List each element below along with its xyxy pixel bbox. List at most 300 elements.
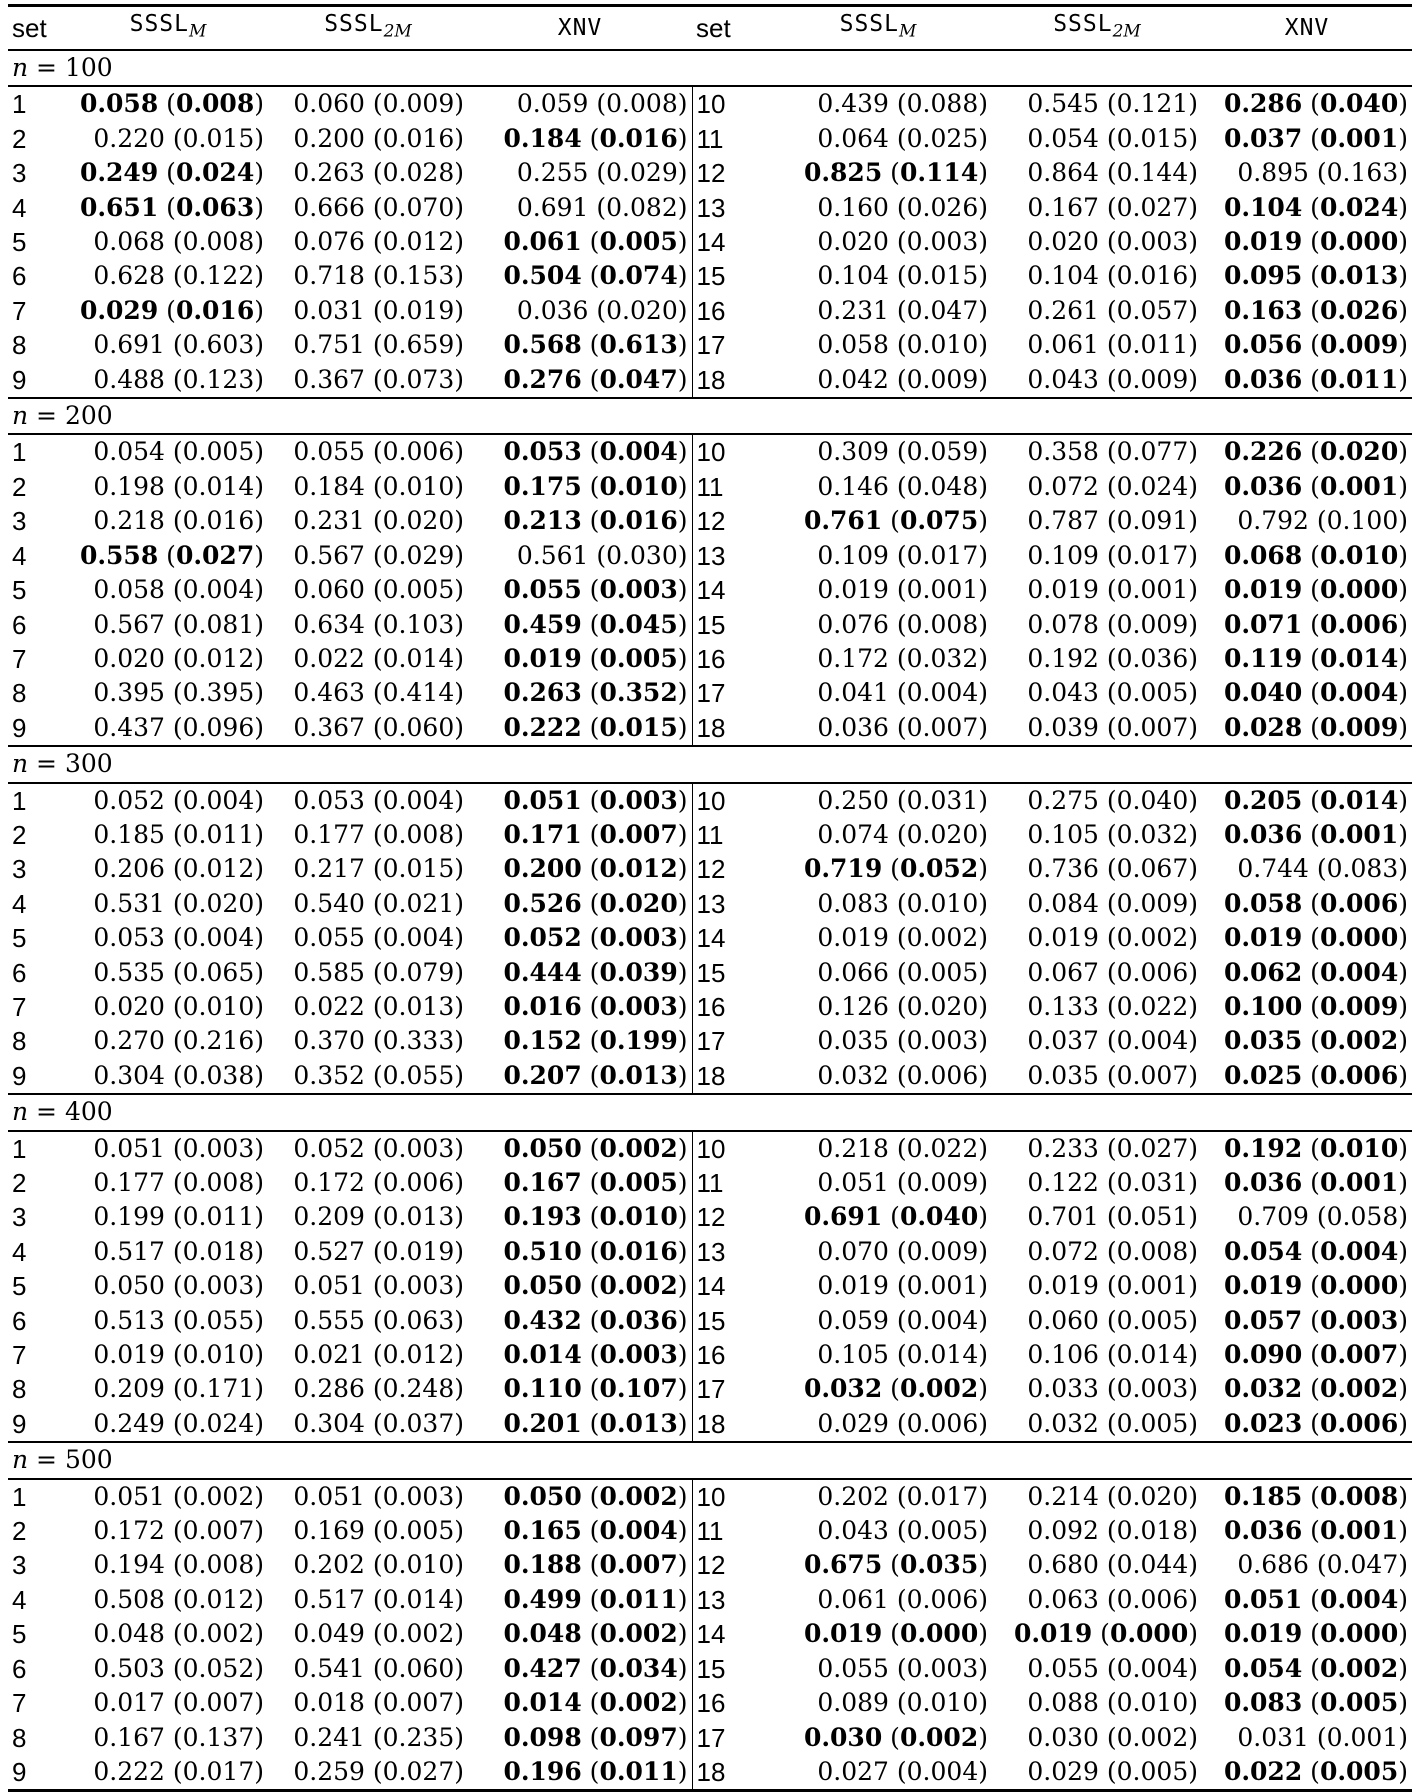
paren-open: ( <box>581 1516 600 1546</box>
table-row <box>8 294 1412 328</box>
mean-value: 0.019 <box>503 643 582 673</box>
value-cell <box>268 294 468 328</box>
sd-value: 0.040 <box>1319 89 1399 119</box>
mean-value: 0.691 <box>93 330 165 360</box>
paren-open: ( <box>888 295 907 325</box>
set-number: 18 <box>696 1408 726 1439</box>
paren-close: ) <box>978 678 988 708</box>
value-cell <box>764 191 992 225</box>
paren-open: ( <box>164 1584 183 1614</box>
sd-value: 0.009 <box>1116 609 1189 639</box>
sd-value: 0.016 <box>175 295 255 325</box>
sd-value: 0.199 <box>599 1026 678 1056</box>
value-cell-best <box>1202 676 1412 710</box>
value-cell <box>268 1338 468 1372</box>
sd-value: 0.002 <box>1319 1026 1399 1056</box>
mean-value: 0.540 <box>293 888 365 918</box>
mean-value: 0.028 <box>1223 712 1303 742</box>
value-cell <box>268 956 468 990</box>
sd-value: 0.000 <box>899 1619 979 1649</box>
paren-open: ( <box>164 1271 183 1301</box>
sd-value: 0.009 <box>1319 991 1399 1021</box>
paren-close: ) <box>1398 1202 1408 1232</box>
paren-open: ( <box>1098 1584 1117 1614</box>
mean-value: 0.014 <box>503 1688 582 1718</box>
paren-close: ) <box>254 957 264 987</box>
value-cell <box>268 1652 468 1686</box>
sd-value: 0.002 <box>182 1619 255 1649</box>
value-cell-best <box>468 1721 692 1755</box>
mean-value: 0.068 <box>93 227 165 257</box>
paren-open: ( <box>1302 1584 1320 1614</box>
value-cell <box>764 259 992 293</box>
mean-value: 0.459 <box>503 609 582 639</box>
paren-open: ( <box>364 1202 383 1232</box>
paren-close: ) <box>677 540 688 570</box>
mean-value: 0.205 <box>1223 785 1303 815</box>
sample-size-variable: n <box>12 53 29 82</box>
paren-close: ) <box>1188 1722 1198 1752</box>
value-cell-best <box>468 1131 692 1166</box>
paren-close: ) <box>677 923 688 953</box>
value-cell <box>992 539 1202 573</box>
paren-close: ) <box>1398 1481 1408 1511</box>
value-cell-best <box>468 328 692 362</box>
mean-value: 0.184 <box>293 471 365 501</box>
mean-value: 0.014 <box>503 1340 582 1370</box>
value-cell <box>764 956 992 990</box>
mean-value: 0.218 <box>93 506 165 536</box>
value-cell <box>992 921 1202 955</box>
paren-open: ( <box>1098 1481 1117 1511</box>
set-number: 11 <box>696 1168 724 1198</box>
paren-close: ) <box>1188 227 1198 257</box>
group-label <box>8 1442 1412 1478</box>
paren-open: ( <box>1098 1722 1117 1752</box>
paren-open: ( <box>1098 609 1117 639</box>
sd-value: 0.052 <box>182 1653 255 1683</box>
paren-open: ( <box>164 957 183 987</box>
sd-value: 0.009 <box>382 89 455 119</box>
paren-open: ( <box>581 1756 600 1786</box>
set-number: 11 <box>696 123 724 154</box>
paren-open: ( <box>888 1653 907 1683</box>
paren-open: ( <box>1098 506 1117 536</box>
paren-close: ) <box>1398 854 1408 884</box>
sd-value: 0.004 <box>1116 1653 1189 1683</box>
table-row <box>8 642 1412 676</box>
sd-value: 0.003 <box>599 1340 678 1370</box>
paren-open: ( <box>1302 192 1320 222</box>
sd-value: 0.032 <box>1116 819 1189 849</box>
paren-open: ( <box>888 712 907 742</box>
value-cell-best <box>1202 1235 1412 1269</box>
sd-value: 0.074 <box>599 261 678 291</box>
sd-value: 0.016 <box>599 1236 678 1266</box>
value-cell-best <box>1202 573 1412 607</box>
set-number: 12 <box>696 1550 726 1581</box>
set-number: 2 <box>12 1168 27 1198</box>
mean-value: 0.072 <box>1027 1236 1099 1266</box>
mean-value: 0.019 <box>1223 1619 1303 1649</box>
paren-open: ( <box>364 1340 383 1370</box>
paren-open: ( <box>1302 1619 1320 1649</box>
paren-close: ) <box>978 506 988 536</box>
value-cell <box>468 86 692 121</box>
mean-value: 0.054 <box>1027 123 1099 153</box>
sd-value: 0.002 <box>599 1271 678 1301</box>
value-cell <box>268 1372 468 1406</box>
mean-value: 0.895 <box>1237 158 1309 188</box>
sd-value: 0.414 <box>382 678 455 708</box>
paren-open: ( <box>364 643 383 673</box>
table-row <box>8 1059 1412 1094</box>
value-cell <box>764 1755 992 1791</box>
sd-value: 0.007 <box>1116 712 1189 742</box>
paren-close: ) <box>254 1584 264 1614</box>
paren-close: ) <box>1188 158 1198 188</box>
mean-value: 0.064 <box>817 123 889 153</box>
mean-value: 0.083 <box>1223 1688 1303 1718</box>
sd-value: 0.031 <box>906 785 979 815</box>
value-cell <box>68 573 268 607</box>
mean-value: 0.463 <box>293 678 365 708</box>
value-cell <box>68 1059 268 1094</box>
paren-close: ) <box>978 785 988 815</box>
value-cell-best <box>468 1479 692 1514</box>
paren-close: ) <box>254 923 264 953</box>
value-cell <box>68 990 268 1024</box>
value-cell <box>764 122 992 156</box>
paren-close: ) <box>254 1481 264 1511</box>
sd-value: 0.077 <box>1116 437 1189 467</box>
value-cell <box>268 573 468 607</box>
paren-open: ( <box>888 437 907 467</box>
table-row <box>8 887 1412 921</box>
paren-open: ( <box>888 991 907 1021</box>
mean-value: 0.200 <box>293 123 365 153</box>
set-number: 5 <box>12 1619 27 1650</box>
group-label <box>8 50 1412 86</box>
paren-open: ( <box>581 1619 600 1649</box>
set-number: 6 <box>12 1305 27 1336</box>
mean-value: 0.072 <box>1027 471 1099 501</box>
table-row <box>8 470 1412 504</box>
sd-value: 0.082 <box>606 192 678 222</box>
value-cell <box>992 818 1202 852</box>
mean-value: 0.207 <box>503 1060 582 1090</box>
paren-open: ( <box>888 540 907 570</box>
value-cell <box>992 1024 1202 1058</box>
sd-value: 0.103 <box>382 609 455 639</box>
paren-close: ) <box>978 1516 988 1546</box>
paren-close: ) <box>454 192 464 222</box>
sd-value: 0.024 <box>182 1408 255 1438</box>
value-cell-best <box>1202 1269 1412 1303</box>
value-cell <box>992 1479 1202 1514</box>
mean-value: 0.039 <box>1027 712 1099 742</box>
sd-value: 0.001 <box>1319 819 1399 849</box>
set-number: 7 <box>12 1340 27 1371</box>
sd-value: 0.004 <box>1116 1026 1189 1056</box>
mean-value: 0.040 <box>1223 678 1303 708</box>
mean-value: 0.019 <box>93 1340 165 1370</box>
paren-close: ) <box>978 1584 988 1614</box>
set-number: 9 <box>12 364 27 395</box>
paren-close: ) <box>454 227 464 257</box>
paren-open: ( <box>1098 854 1117 884</box>
value-cell-best <box>68 86 268 121</box>
mean-value: 0.035 <box>1223 1026 1303 1056</box>
paren-close: ) <box>1398 1236 1408 1266</box>
paren-open: ( <box>164 261 183 291</box>
paren-close: ) <box>978 1756 988 1786</box>
paren-close: ) <box>1188 854 1198 884</box>
paren-close: ) <box>454 1550 464 1580</box>
paren-close: ) <box>254 1550 264 1580</box>
mean-value: 0.052 <box>93 785 165 815</box>
value-cell <box>268 504 468 538</box>
paren-close: ) <box>677 1550 688 1580</box>
paren-close: ) <box>978 1550 988 1580</box>
value-cell <box>68 1269 268 1303</box>
mean-value: 0.029 <box>79 295 159 325</box>
value-cell <box>268 225 468 259</box>
value-cell <box>268 1514 468 1548</box>
paren-close: ) <box>1398 1374 1408 1404</box>
value-cell <box>992 1583 1202 1617</box>
sd-value: 0.007 <box>1116 1060 1189 1090</box>
mean-value: 0.054 <box>1223 1653 1303 1683</box>
sd-value: 0.163 <box>1326 158 1399 188</box>
set-number: 5 <box>12 923 27 954</box>
mean-value: 0.119 <box>1223 643 1303 673</box>
sd-value: 0.045 <box>599 609 678 639</box>
paren-close: ) <box>254 854 264 884</box>
equals-sign: = <box>28 749 65 779</box>
paren-open: ( <box>164 1060 183 1090</box>
paren-close: ) <box>677 854 688 884</box>
paren-open: ( <box>1098 1688 1117 1718</box>
paren-close: ) <box>978 1060 988 1090</box>
paren-close: ) <box>454 1026 464 1056</box>
paren-open: ( <box>364 1271 383 1301</box>
paren-close: ) <box>1398 1271 1408 1301</box>
mean-value: 0.071 <box>1223 609 1303 639</box>
paren-open: ( <box>1302 89 1320 119</box>
sample-size-value: 200 <box>64 401 113 431</box>
paren-close: ) <box>254 1060 264 1090</box>
mean-value: 0.037 <box>1223 123 1303 153</box>
sd-value: 0.024 <box>1319 192 1399 222</box>
header-method-sssl-m-left <box>68 6 268 51</box>
paren-close: ) <box>454 785 464 815</box>
mean-value: 0.074 <box>817 819 889 849</box>
paren-close: ) <box>1188 1408 1198 1438</box>
paren-close: ) <box>1398 1408 1408 1438</box>
header-method-xnv-right <box>1202 6 1412 51</box>
paren-close: ) <box>677 158 688 188</box>
mean-value: 0.213 <box>503 506 582 536</box>
paren-close: ) <box>254 295 264 325</box>
set-number: 7 <box>12 1688 27 1719</box>
sd-value: 0.027 <box>1116 1133 1189 1163</box>
value-cell-best <box>468 1235 692 1269</box>
paren-open: ( <box>1098 295 1117 325</box>
paren-close: ) <box>454 1060 464 1090</box>
mean-value: 0.199 <box>93 1202 165 1232</box>
table-row <box>8 539 1412 573</box>
sd-value: 0.014 <box>1319 785 1399 815</box>
set-number: 2 <box>12 819 27 850</box>
value-cell-best <box>468 1617 692 1651</box>
table-row <box>8 122 1412 156</box>
mean-value: 0.761 <box>803 506 883 536</box>
sd-value: 0.020 <box>906 991 979 1021</box>
sd-value: 0.020 <box>382 506 455 536</box>
paren-close: ) <box>978 609 988 639</box>
sd-value: 0.002 <box>599 1481 678 1511</box>
value-cell <box>68 470 268 504</box>
mean-value: 0.226 <box>1223 437 1303 467</box>
mean-value: 0.105 <box>1027 819 1099 849</box>
value-cell-best <box>1202 1372 1412 1406</box>
sd-value: 0.009 <box>1116 364 1189 394</box>
paren-close: ) <box>677 437 688 467</box>
sd-value: 0.010 <box>382 1550 455 1580</box>
sd-value: 0.144 <box>1116 158 1189 188</box>
paren-close: ) <box>254 643 264 673</box>
value-cell <box>992 1721 1202 1755</box>
paren-open: ( <box>364 471 383 501</box>
sd-value: 0.001 <box>1116 1271 1189 1301</box>
sd-value: 0.009 <box>1319 330 1399 360</box>
paren-open: ( <box>581 1481 600 1511</box>
paren-close: ) <box>454 158 464 188</box>
mean-value: 0.561 <box>516 540 589 570</box>
sd-value: 0.003 <box>906 227 979 257</box>
sd-value: 0.013 <box>599 1060 678 1090</box>
sd-value: 0.097 <box>599 1722 678 1752</box>
sd-value: 0.039 <box>599 957 678 987</box>
paren-close: ) <box>978 819 988 849</box>
set-number: 2 <box>12 123 27 154</box>
sd-value: 0.001 <box>1326 1722 1399 1752</box>
sd-value: 0.079 <box>382 957 455 987</box>
paren-open: ( <box>1302 295 1320 325</box>
sd-value: 0.018 <box>182 1236 255 1266</box>
paren-open: ( <box>888 1584 907 1614</box>
value-cell <box>268 1479 468 1514</box>
paren-open: ( <box>364 1722 383 1752</box>
paren-open: ( <box>888 643 907 673</box>
value-cell-best <box>468 1338 692 1372</box>
value-cell <box>992 1755 1202 1791</box>
paren-open: ( <box>364 1305 383 1335</box>
sample-size-variable: n <box>12 749 29 779</box>
paren-close: ) <box>1398 1305 1408 1335</box>
value-cell <box>68 363 268 398</box>
sd-value: 0.000 <box>1319 923 1399 953</box>
paren-close: ) <box>454 89 464 119</box>
set-number: 17 <box>696 678 726 709</box>
paren-close: ) <box>454 471 464 501</box>
paren-close: ) <box>254 1619 264 1649</box>
mean-value: 0.020 <box>817 227 889 257</box>
paren-close: ) <box>454 1756 464 1786</box>
value-cell-best <box>468 470 692 504</box>
paren-close: ) <box>454 261 464 291</box>
paren-close: ) <box>1188 957 1198 987</box>
set-number: 14 <box>696 575 726 606</box>
paren-open: ( <box>588 158 607 188</box>
paren-open: ( <box>1098 1133 1117 1163</box>
sd-value: 0.057 <box>1116 295 1189 325</box>
value-cell <box>268 328 468 362</box>
paren-open: ( <box>1098 643 1117 673</box>
value-cell <box>992 1407 1202 1442</box>
paren-open: ( <box>364 506 383 536</box>
mean-value: 0.050 <box>503 1133 582 1163</box>
paren-open: ( <box>1308 1202 1327 1232</box>
value-cell <box>68 921 268 955</box>
sd-value: 0.107 <box>599 1374 678 1404</box>
paren-open: ( <box>1302 1271 1320 1301</box>
sd-value: 0.034 <box>599 1653 678 1683</box>
sd-value: 0.008 <box>1116 1236 1189 1266</box>
paren-open: ( <box>364 1584 383 1614</box>
sd-value: 0.002 <box>599 1133 678 1163</box>
paren-open: ( <box>888 609 907 639</box>
paren-open: ( <box>158 158 176 188</box>
mean-value: 0.263 <box>503 678 582 708</box>
mean-value: 0.185 <box>93 819 165 849</box>
paren-open: ( <box>581 991 600 1021</box>
value-cell <box>992 1166 1202 1200</box>
mean-value: 0.067 <box>1027 957 1099 987</box>
mean-value: 0.200 <box>503 854 582 884</box>
set-number: 4 <box>12 1584 27 1615</box>
sd-value: 0.070 <box>382 192 455 222</box>
mean-value: 0.036 <box>817 712 889 742</box>
paren-close: ) <box>978 957 988 987</box>
sd-value: 0.603 <box>182 330 255 360</box>
set-number: 8 <box>12 678 27 709</box>
sd-value: 0.011 <box>599 1584 678 1614</box>
paren-open: ( <box>364 1026 383 1056</box>
paren-close: ) <box>454 1408 464 1438</box>
sample-size-variable: n <box>12 1445 29 1475</box>
set-number: 2 <box>12 1516 27 1547</box>
mean-value: 0.444 <box>503 957 582 987</box>
paren-close: ) <box>1188 1619 1198 1649</box>
paren-open: ( <box>1302 1516 1320 1546</box>
value-cell <box>68 852 268 886</box>
mean-value: 0.304 <box>93 1060 165 1090</box>
paren-close: ) <box>1188 712 1198 742</box>
paren-close: ) <box>454 540 464 570</box>
paren-close: ) <box>1398 1133 1408 1163</box>
paren-open: ( <box>1098 1374 1117 1404</box>
paren-close: ) <box>454 1374 464 1404</box>
paren-open: ( <box>882 1374 900 1404</box>
equals-sign: = <box>28 1445 65 1475</box>
mean-value: 0.367 <box>293 364 365 394</box>
paren-close: ) <box>254 575 264 605</box>
value-cell-best <box>1202 956 1412 990</box>
set-number: 14 <box>696 1619 726 1650</box>
sd-value: 0.007 <box>182 1516 255 1546</box>
